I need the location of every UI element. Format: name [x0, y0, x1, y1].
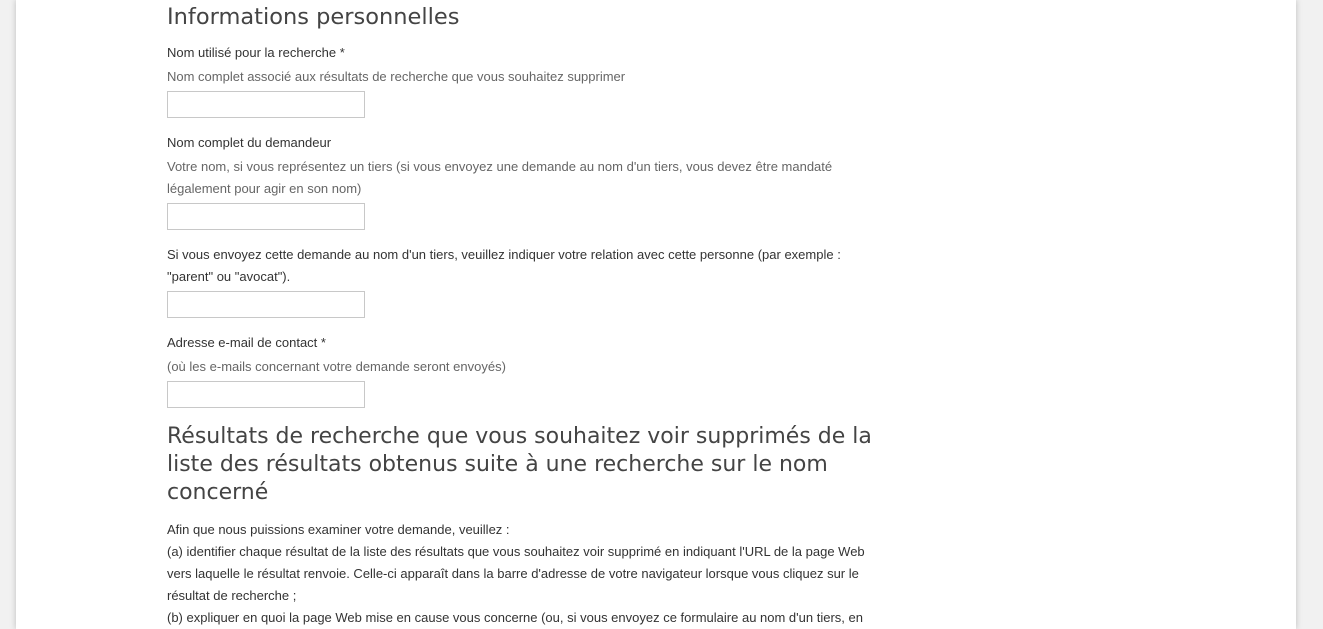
search-name-input[interactable] [167, 91, 365, 118]
requester-name-hint-line1: Votre nom, si vous représentez un tiers (si vous envoyez une demande au nom d'un tiers, vous devez être mandaté [167, 159, 833, 174]
results-title-line2: liste des résultats obtenus suite à une recherche sur le nom [167, 452, 828, 477]
relation-label-line2: "parent" ou "avocat"). [167, 269, 291, 284]
results-item-a-line1: (a) identifier chaque résultat de la liste des résultats que vous souhaitez voir supprimé en indiquant l'URL de la page Web [167, 544, 865, 559]
results-item-a-line3: résultat de recherche ; [167, 588, 297, 603]
requester-name-hint-line2: légalement pour agir en son nom) [167, 181, 362, 196]
search-name-hint: Nom complet associé aux résultats de recherche que vous souhaitez supprimer [167, 69, 626, 84]
results-item-b-line1: (b) expliquer en quoi la page Web mise en cause vous concerne (ou, si vous envoyez ce formulaire au nom d'un tiers, en [167, 610, 863, 625]
relation-label-line1: Si vous envoyez cette demande au nom d'un tiers, veuillez indiquer votre relation avec cette personne (par exemple : [167, 247, 841, 262]
page-container [16, 0, 1296, 629]
results-item-a-line2: vers laquelle le résultat renvoie. Celle-ci apparaît dans la barre d'adresse de votre navigateur lorsque vous cliquez sur le [167, 566, 859, 581]
requester-name-label: Nom complet du demandeur [167, 135, 332, 150]
email-label: Adresse e-mail de contact * [167, 335, 326, 350]
section-title-search-results [167, 423, 887, 507]
section-title-personal-info: Informations personnelles [167, 4, 460, 30]
results-title-line3: concerné [167, 480, 269, 505]
requester-name-input[interactable] [167, 203, 365, 230]
email-hint: (où les e-mails concernant votre demande seront envoyés) [167, 359, 506, 374]
relation-input[interactable] [167, 291, 365, 318]
results-title-line1: Résultats de recherche que vous souhaitez voir supprimés de la [167, 424, 872, 449]
email-input[interactable] [167, 381, 365, 408]
results-intro: Afin que nous puissions examiner votre demande, veuillez : [167, 522, 510, 537]
search-name-label: Nom utilisé pour la recherche * [167, 45, 345, 60]
